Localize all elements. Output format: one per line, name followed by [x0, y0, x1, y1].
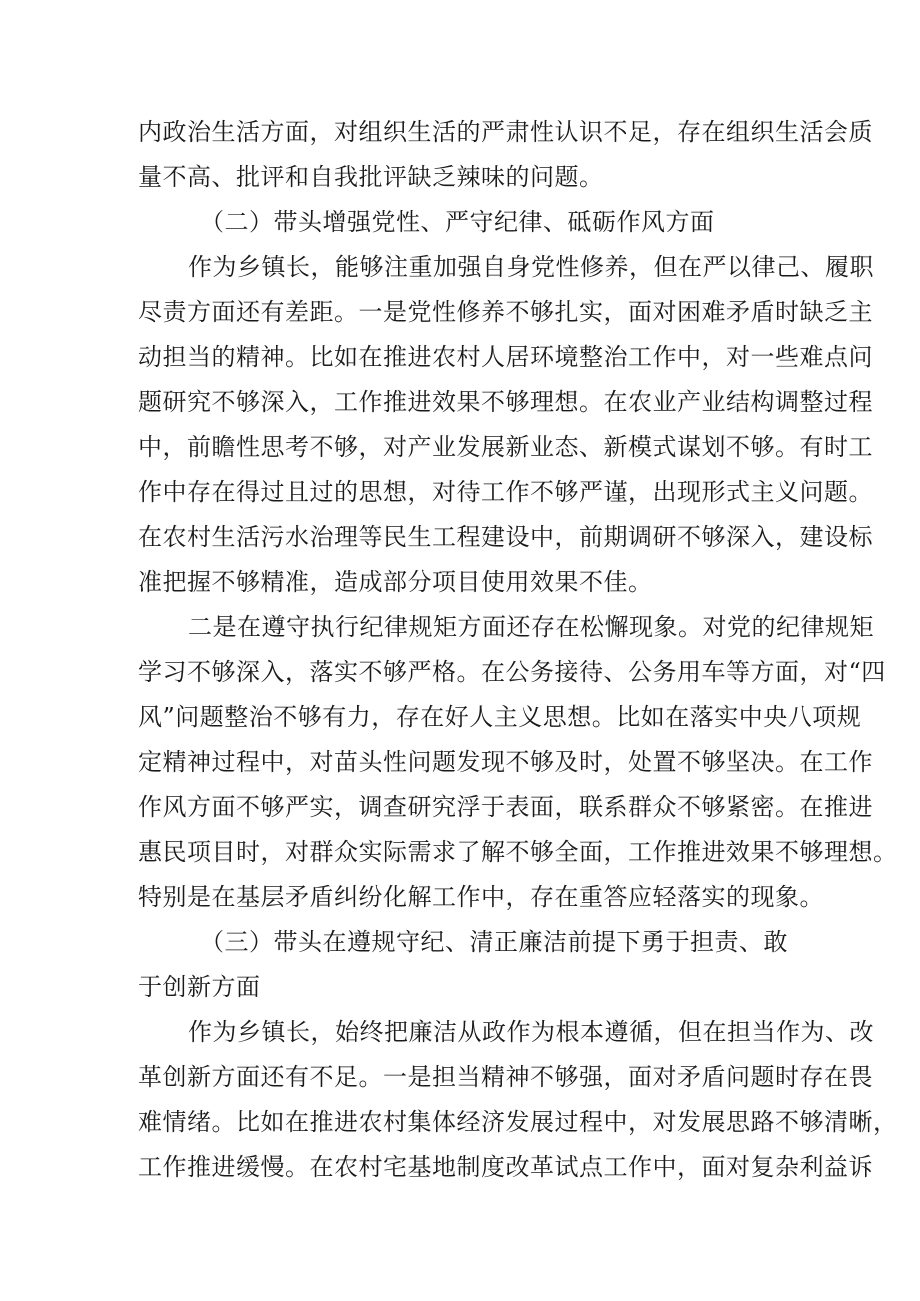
section-heading-continued: 于创新方面 [138, 973, 261, 1001]
text-line: 题研究不够深入，工作推进效果不够理想。在农业产业结构调整过程 [138, 388, 873, 416]
text-line: 惠民项目时，对群众实际需求了解不够全面，工作推进效果不够理想。 [138, 838, 898, 866]
text-line: 作风方面不够严实，调查研究浮于表面，联系群众不够紧密。在推进 [138, 793, 873, 821]
text-line: 定精神过程中，对苗头性问题发现不够及时，处置不够坚决。在工作 [138, 748, 873, 776]
text-line: 准把握不够精准，造成部分项目使用效果不佳。 [138, 568, 653, 596]
text-line: 二是在遵守执行纪律规矩方面还存在松懈现象。对党的纪律规矩 [188, 613, 874, 641]
text-line: 量不高、批评和自我批评缺乏辣味的问题。 [138, 163, 604, 191]
text-line: 学习不够深入，落实不够严格。在公务接待、公务用车等方面，对“四 [138, 658, 886, 686]
text-line: 作中存在得过且过的思想，对待工作不够严谨，出现形式主义问题。 [138, 478, 873, 506]
text-line: 中，前瞻性思考不够，对产业发展新业态、新模式谋划不够。有时工 [138, 433, 873, 461]
text-line: 工作推进缓慢。在农村宅基地制度改革试点工作中，面对复杂利益诉 [138, 1153, 873, 1181]
section-heading: （三）带头在遵规守纪、清正廉洁前提下勇于担责、敢 [200, 928, 788, 956]
text-line: 内政治生活方面，对组织生活的严肃性认识不足，存在组织生活会质 [138, 118, 873, 146]
text-line: 动担当的精神。比如在推进农村人居环境整治工作中，对一些难点问 [138, 343, 873, 371]
text-line: 尽责方面还有差距。一是党性修养不够扎实，面对困难矛盾时缺乏主 [138, 298, 873, 326]
text-line: 风”问题整治不够有力，存在好人主义思想。比如在落实中央八项规 [138, 703, 862, 731]
text-line: 革创新方面还有不足。一是担当精神不够强，面对矛盾问题时存在畏 [138, 1063, 873, 1091]
section-heading: （二）带头增强党性、严守纪律、砥砺作风方面 [200, 208, 715, 236]
text-line: 难情绪。比如在推进农村集体经济发展过程中，对发展思路不够清晰， [138, 1108, 898, 1136]
text-line: 特别是在基层矛盾纠纷化解工作中，存在重答应轻落实的现象。 [138, 883, 824, 911]
text-line: 在农村生活污水治理等民生工程建设中，前期调研不够深入，建设标 [138, 523, 873, 551]
text-line: 作为乡镇长，能够注重加强自身党性修养，但在严以律己、履职 [188, 253, 874, 281]
text-line: 作为乡镇长，始终把廉洁从政作为根本遵循，但在担当作为、改 [188, 1018, 874, 1046]
